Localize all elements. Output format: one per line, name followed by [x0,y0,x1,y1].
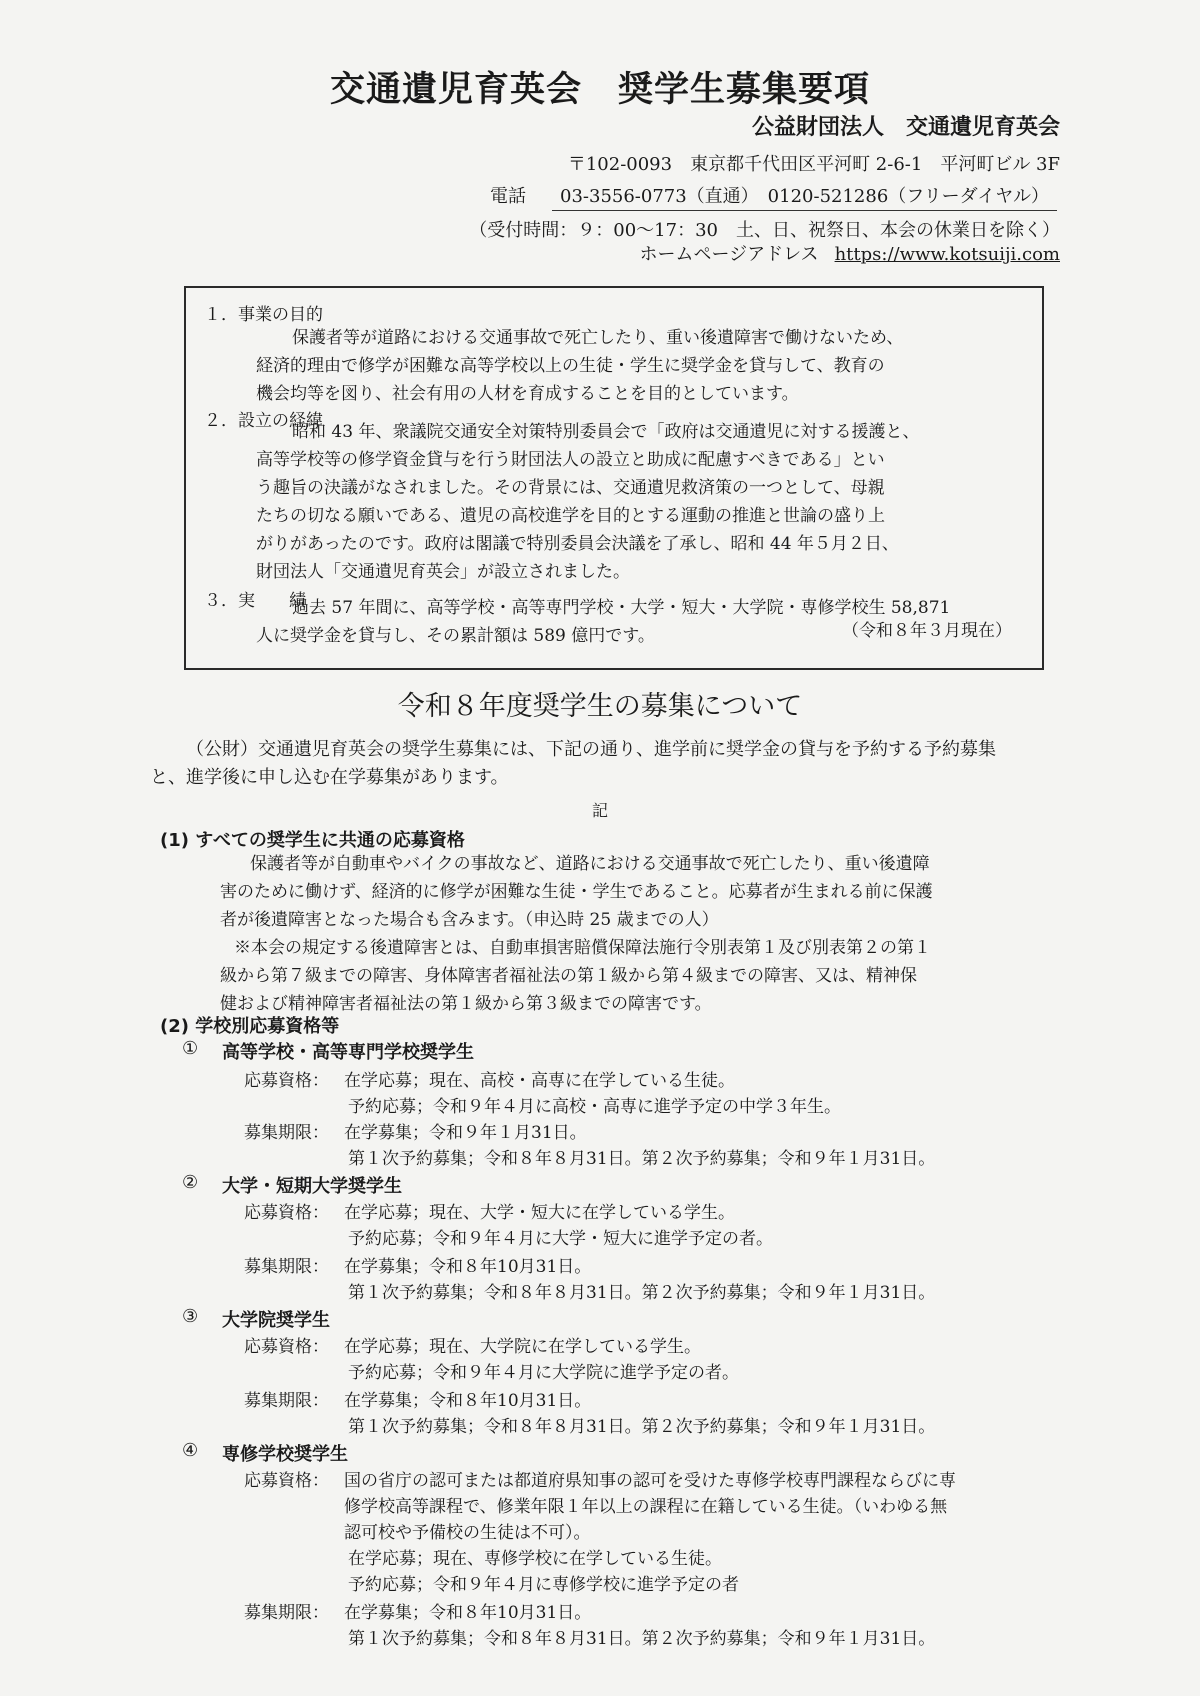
phone-numbers: 03-3556-0773（直通） 0120-521286（フリーダイヤル） [552,182,1057,211]
text-line: （公財）交通遺児育英会の奨学生募集には、下記の通り、進学前に奨学金の貸与を予約する予約募集 [186,739,996,760]
deadline-label: 募集期限： [244,1257,329,1277]
section-results-title: ３．実 績 [204,591,306,611]
deadline-line: 第１次予約募集；令和８年８月31日。第２次予約募集；令和９年１月31日。 [348,1283,936,1303]
text-line: 保護者等が自動車やバイクの事故など、道路における交通事故で死亡したり、重い後遺障 [250,854,930,874]
address: 〒102-0093 東京都千代田区平河町 2-6-1 平河町ビル 3F [567,154,1060,175]
section-history-text [256,418,996,586]
text-line: 機会均等を図り、社会有用の人材を育成することを目的としています。 [256,384,799,404]
text-line: がりがあったのです。政府は閣議で特別委員会決議を了承し、昭和 44 年５月２日、 [256,534,899,554]
text-line: 過去 57 年間に、高等学校・高等専門学校・大学・短大・大学院・専修学校生 58,871 [292,598,951,618]
section-history-title: ２．設立の経緯 [204,411,323,431]
text-line: 保護者等が道路における交通事故で死亡したり、重い後遺障害で働けないため、 [292,328,904,348]
qualification-line: 予約応募；令和９年４月に専修学校に進学予定の者 [348,1575,739,1595]
qualification-line: 予約応募；令和９年４月に高校・高専に進学予定の中学３年生。 [348,1097,841,1117]
results-date-note: （令和８年３月現在） [842,621,1012,641]
qualification-line: 予約応募；令和９年４月に大学院に進学予定の者。 [348,1363,739,1383]
qualification-label: 応募資格： [244,1337,329,1357]
qualification-line: 在学応募；現在、専修学校に在学している生徒。 [348,1549,722,1569]
page-title: 交通遺児育英会 奨学生募集要項 [329,70,870,110]
homepage-label: ホームページアドレス [639,244,819,265]
text-line: ※本会の規定する後遺障害とは、自動車損害賠償保障法施行令別表第１及び別表第２の第１ [234,938,931,958]
deadline-line: 在学募集；令和８年10月31日。 [344,1603,592,1623]
qualification-line: 修学校高等課程で、修業年限１年以上の課程に在籍している生徒。（いわゆる無 [344,1497,948,1517]
text-line: たちの切なる願いである、遺児の高校進学を目的とする運動の推進と世論の盛り上 [256,506,885,526]
deadline-label: 募集期限： [244,1123,329,1143]
text-line: 害のために働けず、経済的に修学が困難な生徒・学生であること。応募者が生まれる前に保護 [220,882,933,902]
text-line: 昭和 43 年、衆議院交通安全対策特別委員会で「政府は交通遺児に対する援護と、 [292,422,920,442]
text-line: と、進学後に申し込む在学募集があります。 [150,767,509,788]
school-name: 大学・短期大学奨学生 [222,1176,402,1197]
section-purpose-title: １．事業の目的 [204,305,323,325]
deadline-label: 募集期限： [244,1391,329,1411]
qualification-line: 認可校や予備校の生徒は不可）。 [344,1523,591,1543]
deadline-line: 在学募集；令和８年10月31日。 [344,1257,592,1277]
common-eligibility-text [220,850,1080,1018]
school-number: ② [182,1172,199,1193]
common-eligibility-heading: (1) すべての奨学生に共通の応募資格 [160,830,465,851]
school-name: 専修学校奨学生 [222,1444,348,1465]
deadline-line: 第１次予約募集；令和８年８月31日。第２次予約募集；令和９年１月31日。 [348,1149,936,1169]
section-purpose-text [256,324,996,408]
school-number: ① [182,1038,199,1059]
qualification-line: 在学応募；現在、大学院に在学している学生。 [344,1337,701,1357]
school-name: 高等学校・高等専門学校奨学生 [222,1042,474,1063]
deadline-label: 募集期限： [244,1603,329,1623]
deadline-line: 第１次予約募集；令和８年８月31日。第２次予約募集；令和９年１月31日。 [348,1417,936,1437]
text-line: 財団法人「交通遺児育英会」が設立されました。 [256,562,630,582]
qualification-label: 応募資格： [244,1071,329,1091]
homepage-link[interactable]: https://www.kotsuiji.com [834,244,1060,265]
qualification-line: 在学応募；現在、大学・短大に在学している学生。 [344,1203,735,1223]
organization-name: 公益財団法人 交通遺児育英会 [751,115,1060,140]
phone-label: 電話 [490,186,526,207]
text-line: 級から第７級までの障害、身体障害者福祉法の第１級から第４級までの障害、又は、精神保 [220,966,917,986]
text-line: 人に奨学金を貸与し、その累計額は 589 億円です。 [256,626,655,646]
school-number: ④ [182,1440,199,1461]
deadline-line: 第１次予約募集；令和８年８月31日。第２次予約募集；令和９年１月31日。 [348,1629,936,1649]
school-name: 大学院奨学生 [222,1310,330,1331]
qualification-line: 予約応募；令和９年４月に大学・短大に進学予定の者。 [348,1229,773,1249]
qualification-line: 在学応募；現在、高校・高専に在学している生徒。 [344,1071,735,1091]
text-line: 者が後遺障害となった場合も含みます。（申込時 25 歳までの人） [220,910,719,930]
ki-mark: 記 [591,801,608,820]
school-eligibility-heading: (2) 学校別応募資格等 [160,1016,340,1037]
deadline-line: 在学募集；令和９年１月31日。 [344,1123,587,1143]
qualification-line: 国の省庁の認可または都道府県知事の認可を受けた専修学校専門課程ならびに専 [344,1471,956,1491]
recruitment-heading: 令和８年度奨学生の募集について [397,691,803,722]
text-line: 健および精神障害者福祉法の第１級から第３級までの障害です。 [220,994,712,1014]
deadline-line: 在学募集；令和８年10月31日。 [344,1391,592,1411]
reception-hours: （受付時間：９：00～17：30 土、日、祝祭日、本会の休業日を除く） [469,220,1060,241]
phone-row [490,182,1057,211]
intro-paragraph [150,736,1080,792]
homepage-line [639,240,1060,266]
text-line: う趣旨の決議がなされました。その背景には、交通遺児救済策の一つとして、母親 [256,478,885,498]
overview-box [184,286,1044,670]
qualification-label: 応募資格： [244,1203,329,1223]
text-line: 経済的理由で修学が困難な高等学校以上の生徒・学生に奨学金を貸与して、教育の [256,356,885,376]
text-line: 高等学校等の修学資金貸与を行う財団法人の設立と助成に配慮すべきである」とい [256,450,885,470]
qualification-label: 応募資格： [244,1471,329,1491]
school-number: ③ [182,1306,199,1327]
